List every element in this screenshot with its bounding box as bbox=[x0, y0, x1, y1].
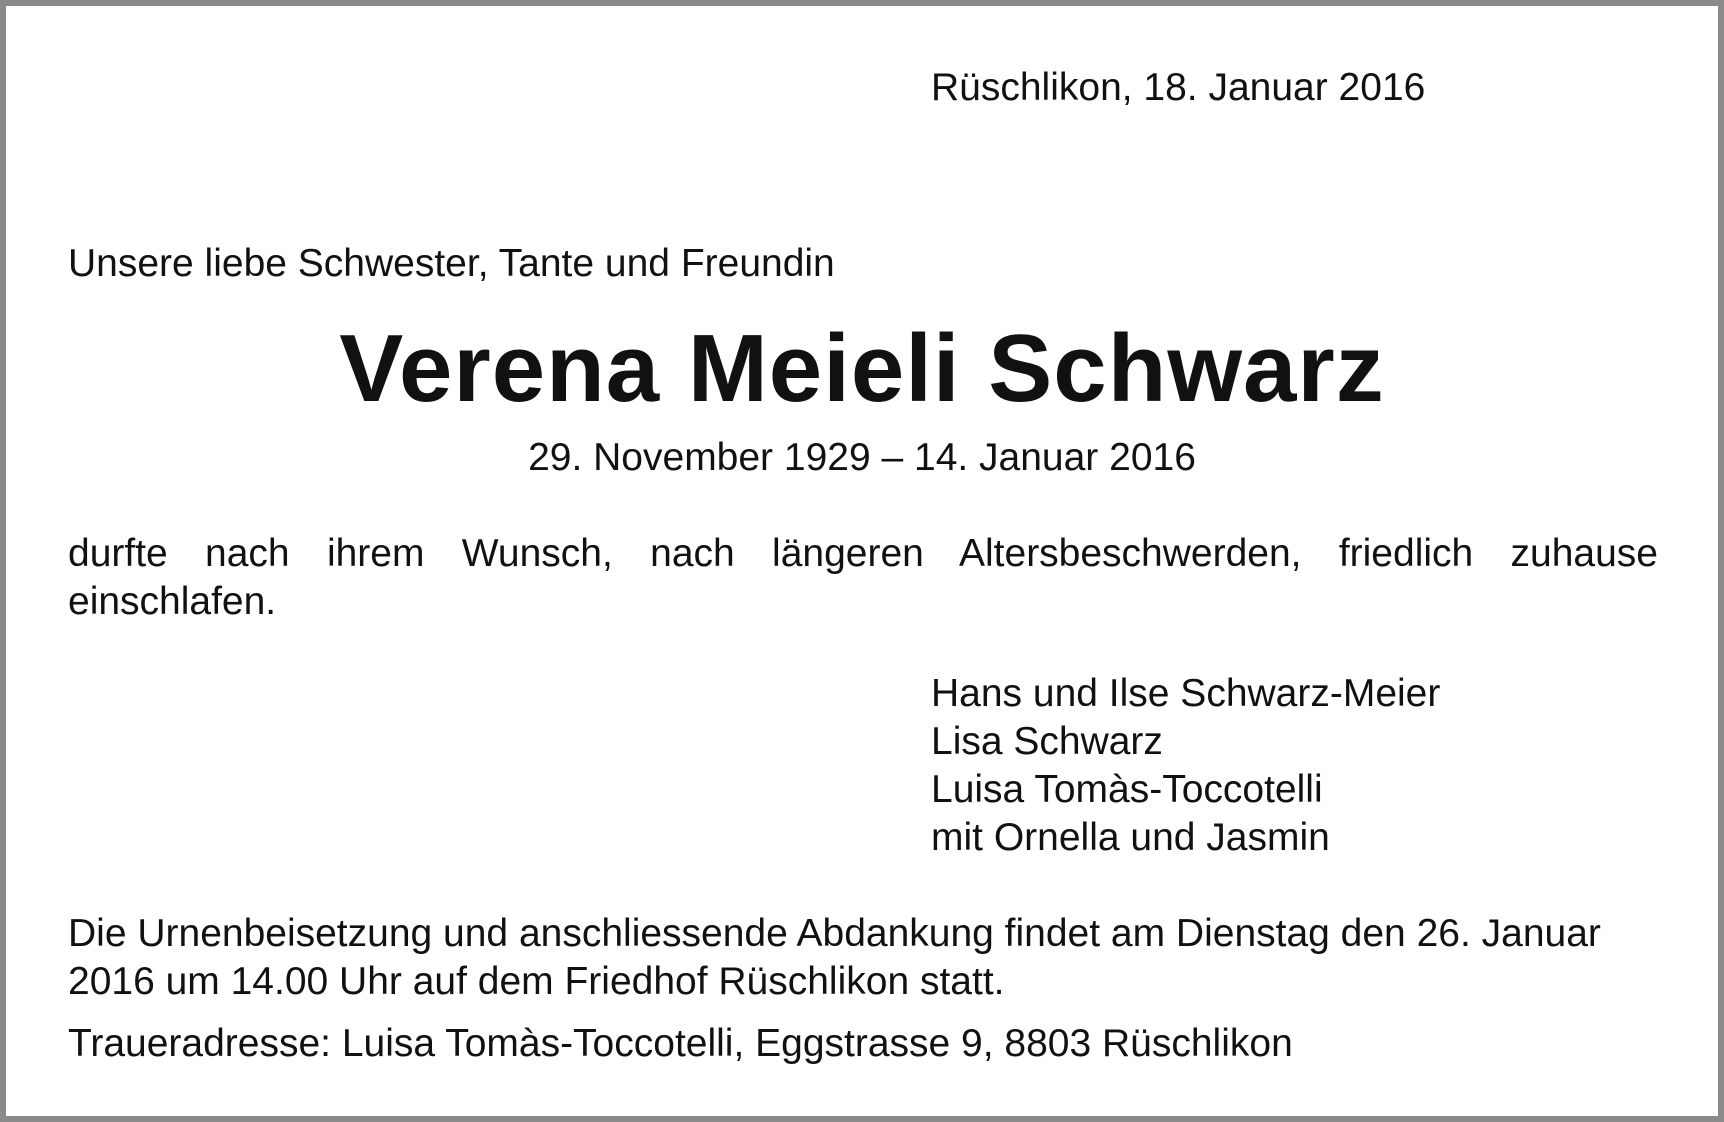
announcement-body: durfte nach ihrem Wunsch, nach längeren Altersbeschwerden, friedlich zuhause einschlafen. bbox=[68, 532, 1658, 623]
mourning-address: Traueradresse: Luisa Tomàs-Toccotelli, Eggstrasse 9, 8803 Rüschlikon bbox=[68, 1022, 1293, 1065]
place-date: Rüschlikon, 18. Januar 2016 bbox=[931, 66, 1426, 109]
ceremony-info: Die Urnenbeisetzung und anschliessende Abdankung findet am Dienstag den 26. Januar 2016 um 14.00 Uhr auf dem Friedhof Rüschlikon statt. bbox=[68, 912, 1601, 1003]
mourner-line: Luisa Tomàs-Toccotelli bbox=[931, 768, 1323, 811]
mourners-list bbox=[931, 670, 1440, 862]
life-dates: 29. November 1929 – 14. Januar 2016 bbox=[528, 436, 1196, 479]
mourner-line: Hans und Ilse Schwarz-Meier bbox=[931, 672, 1441, 715]
deceased-name: Verena Meieli Schwarz bbox=[339, 315, 1385, 422]
mourner-line: Lisa Schwarz bbox=[931, 720, 1163, 763]
mourner-line: mit Ornella und Jasmin bbox=[931, 816, 1330, 859]
intro-line: Unsere liebe Schwester, Tante und Freundin bbox=[68, 242, 835, 285]
